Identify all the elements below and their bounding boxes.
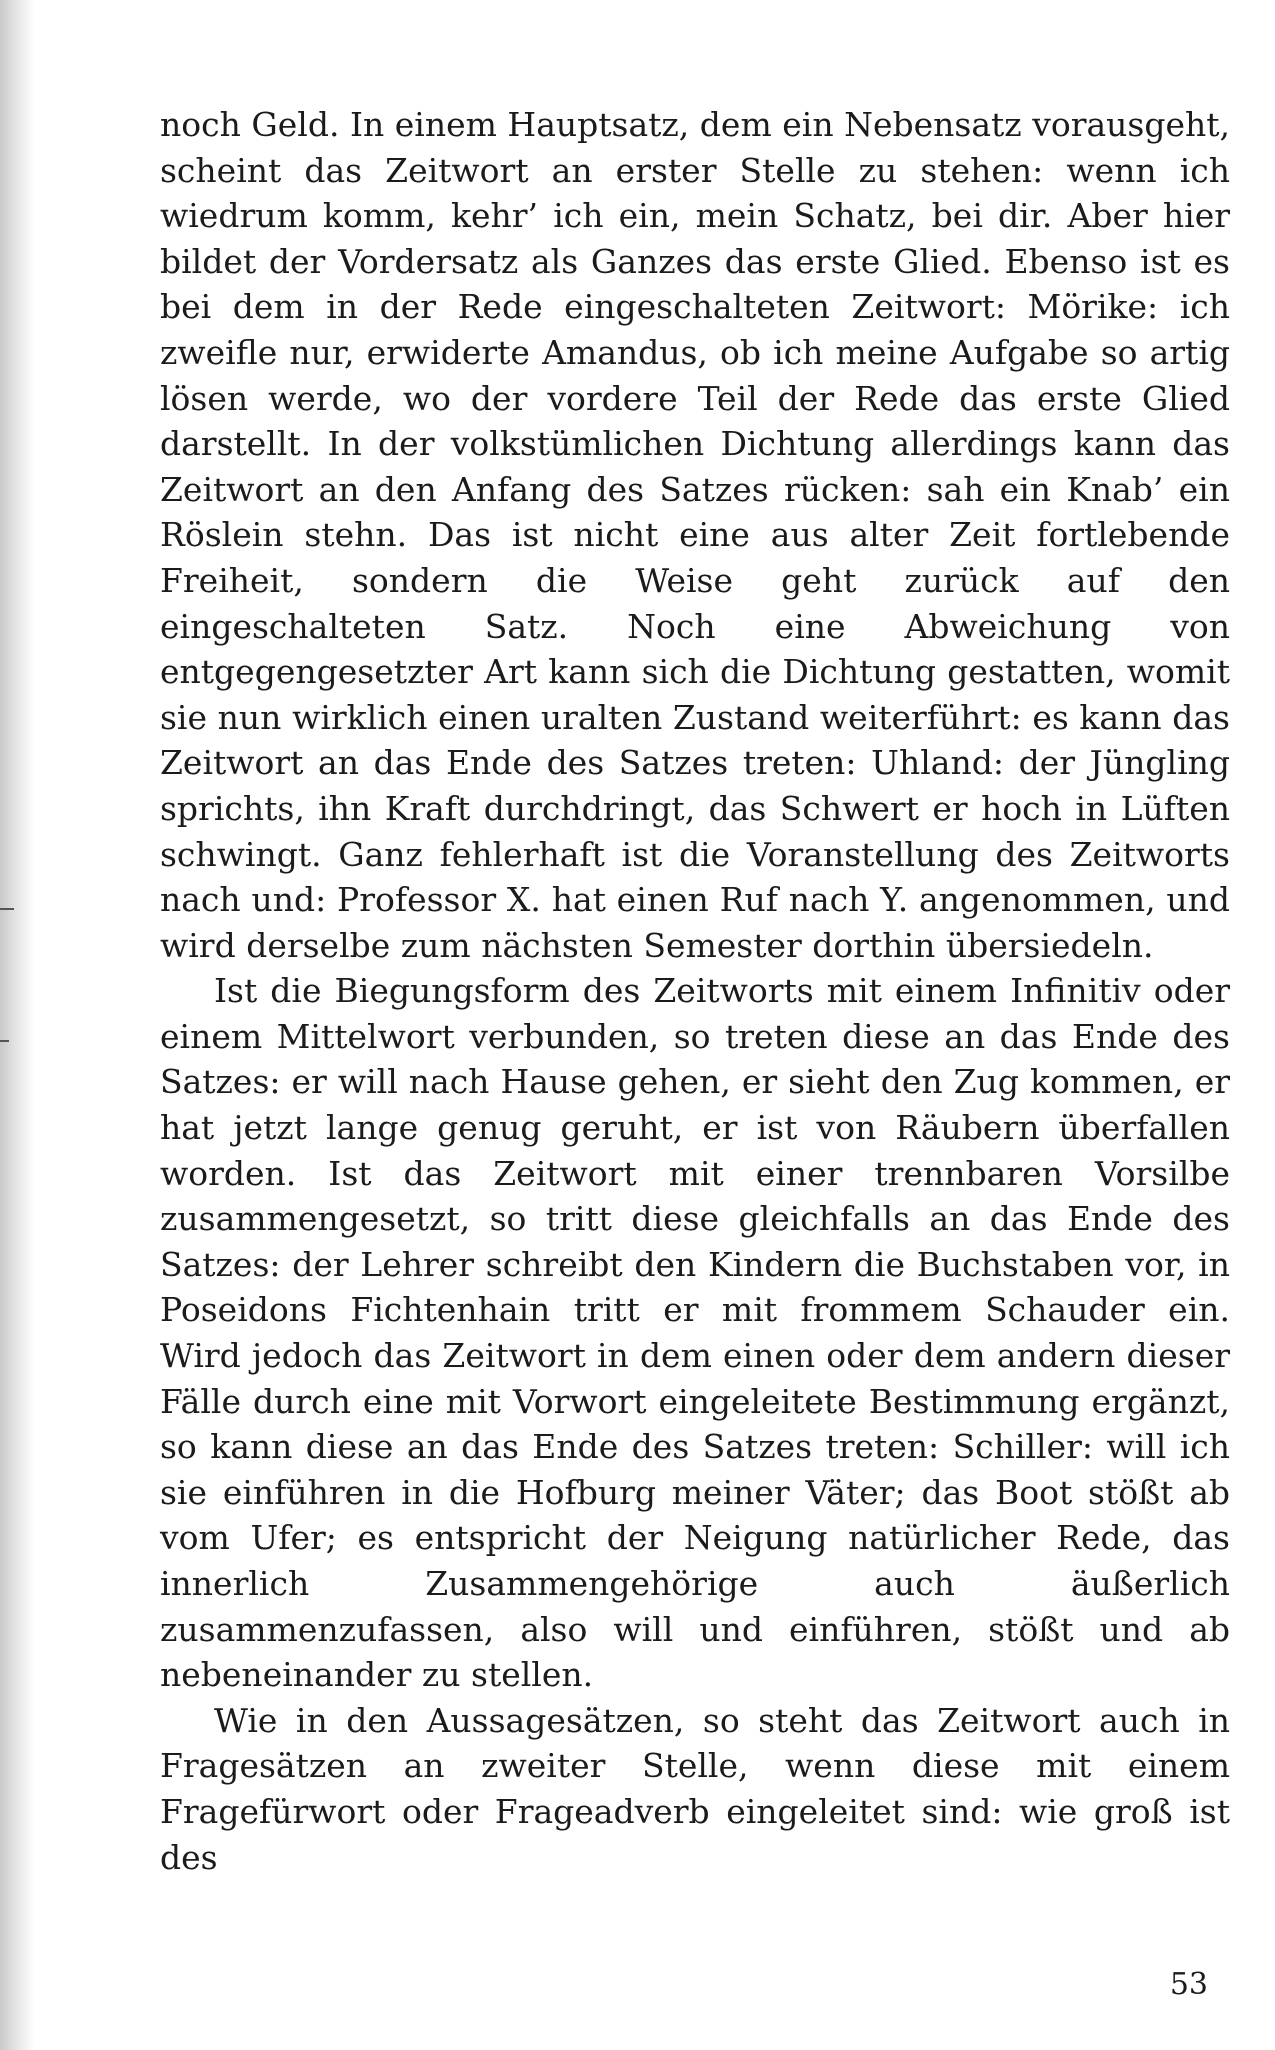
book-page [120, 72, 1240, 2002]
paragraph-question-sentences: Wie in den Aussagesätzen, so steht das Zeitwort auch in Fragesätzen an zweiter Stelle, wenn diese mit einem Fragefürwort oder Frageadverb eingeleitet sind: wie groß ist des [160, 1700, 1230, 1877]
body-text [160, 102, 1230, 1880]
scan-margin-mark [0, 908, 14, 910]
paragraph-infinitive-order: Ist die Biegungsform des Zeitworts mit einem Infinitiv oder einem Mittelwort verbunden, so treten diese an das Ende des Satzes: er will nach Hause gehen, er sieht den Zug kommen, er hat jetzt lange genug geruht, er ist von Räubern überfallen worden. Ist das Zeitwort mit einer trennbaren Vorsilbe zusammengesetzt, so tritt diese gleichfalls an das Ende des Satzes: der Lehrer schreibt den Kindern die Buchstaben vor, in Poseidons Fichtenhain tritt er mit frommem Schauder ein. Wird jedoch das Zeitwort in dem einen oder dem andern dieser Fälle durch eine mit Vorwort eingeleitete Bestimmung ergänzt, so kann diese an das Ende des Satzes treten: Schiller: will ich sie einführen in die Hofburg meiner Väter; das Boot stößt ab vom Ufer; es entspricht der Neigung natürlicher Rede, das innerlich Zusammengehörige auch äußerlich zusammenzufassen, also will und einführen, stößt und ab nebeneinander zu stellen. [160, 971, 1230, 1695]
paragraph-continued: noch Geld. In einem Hauptsatz, dem ein Nebensatz vorausgeht, scheint das Zeitwort an erster Stelle zu stehen: wenn ich wiedrum komm, kehr’ ich ein, mein Schatz, bei dir. Aber hier bildet der Vordersatz als Ganzes das erste Glied. Ebenso ist es bei dem in der Rede eingeschalteten Zeitwort: Mörike: ich zweifle nur, erwiderte Amandus, ob ich meine Aufgabe so artig lösen werde, wo der vordere Teil der Rede das erste Glied darstellt. In der volkstümlichen Dichtung allerdings kann das Zeitwort an den Anfang des Satzes rücken: sah ein Knab’ ein Röslein stehn. Das ist nicht eine aus alter Zeit fortlebende Freiheit, sondern die Weise geht zurück auf den eingeschalteten Satz. Noch eine Abweichung von entgegengesetzter Art kann sich die Dichtung gestatten, womit sie nun wirklich einen uralten Zustand weiterführt: es kann das Zeitwort an das Ende des Satzes treten: Uhland: der Jüngling sprichts, ihn Kraft durchdringt, das Schwert er hoch in Lüften schwingt. Ganz fehlerhaft ist die Voranstellung des Zeitworts nach und: Professor X. hat einen Ruf nach Y. angenommen, und wird derselbe zum nächsten Semester dorthin übersiedeln. [160, 105, 1230, 965]
page-number: 53 [1169, 1967, 1208, 2002]
scan-margin-mark [0, 1040, 9, 1042]
scan-edge-shadow [0, 0, 34, 2050]
